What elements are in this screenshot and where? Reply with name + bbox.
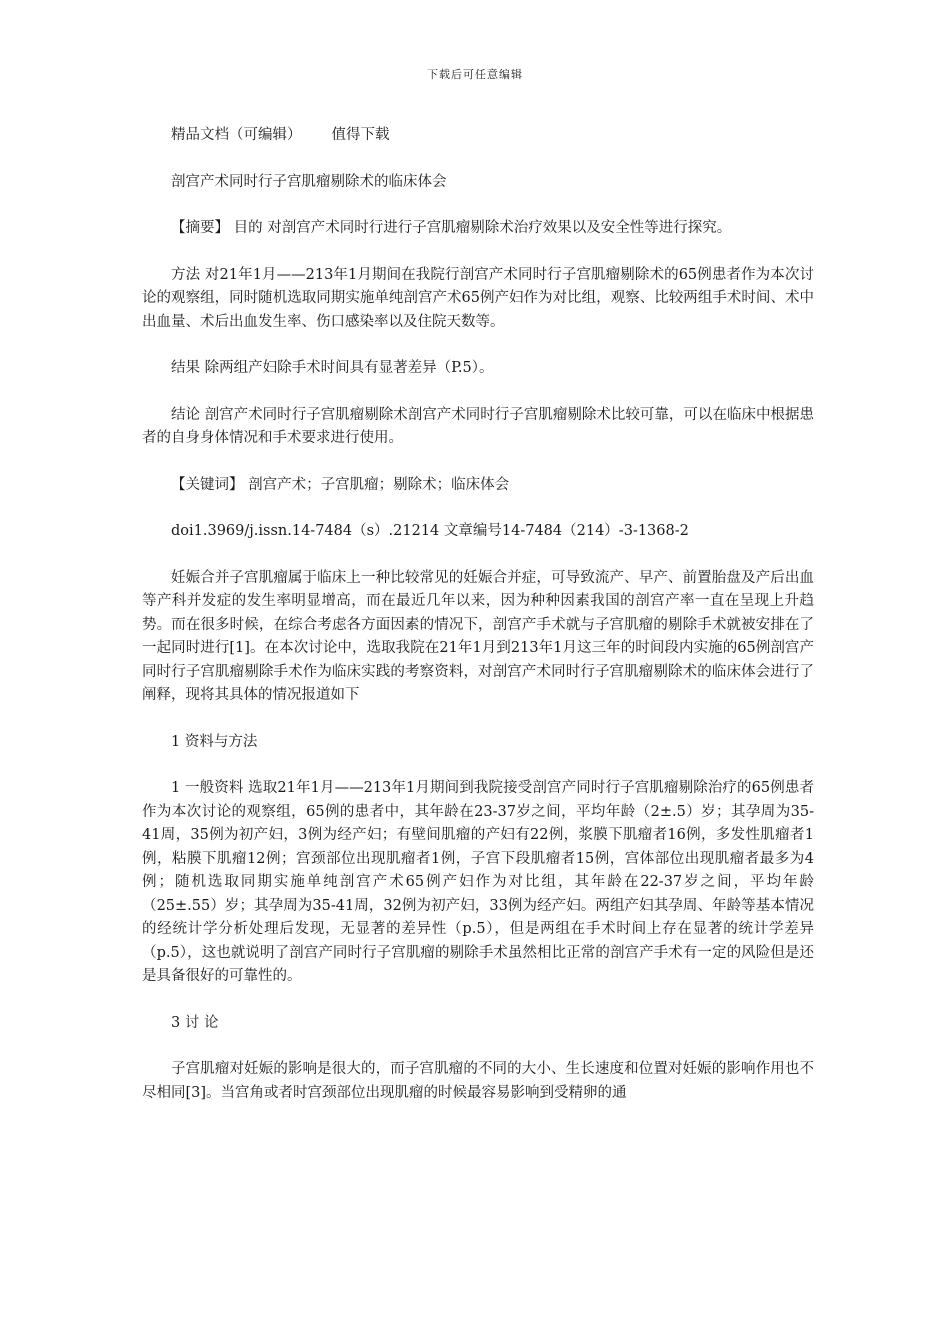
- doi-line: doi1.3969/j.issn.14-7484（s）.21214 文章编号14-7484（214）-3-1368-2: [171, 523, 689, 539]
- intro-paragraph: 妊娠合并子宫肌瘤属于临床上一种比较常见的妊娠合并症，可导致流产、早产、前置胎盘及产后出血等产科并发症的发生率明显增高，而在最近几年以来，因为种种因素我国的剖宫产率一直在呈现上升趋势。而在很多时候，在综合考虑各方面因素的情况下，剖宫产手术就与子宫肌瘤的剔除手术就被安排在了一起同时进行[1]。在本次讨论中，选取我院在21年1月到213年1月这三年的时间段内实施的65例剖宫产同时行子宫肌瘤剔除手术作为临床实践的考察资料，对剖宫产术同时行子宫肌瘤剔除术的临床体会进行了阐释，现将其具体的情况报道如下: [142, 569, 814, 703]
- page-header: 下载后可任意编辑: [427, 68, 523, 81]
- general-data-paragraph: 1 一般资料 选取21年1月——213年1月期间到我院接受剖宫产同时行子宫肌瘤剔除治疗的65例患者作为本次讨论的观察组，65例的患者中，其年龄在23-37岁之间，平均年龄（2±.5）岁；其孕周为35-41周，35例为初产妇，3例为经产妇；有壁间肌瘤的产妇有22例，浆膜下肌瘤者16例，多发性肌瘤者1例，粘膜下肌瘤12例；宫颈部位出现肌瘤者1例，子宫下段肌瘤者15例，宫体部位出现肌瘤者最多为4例；随机选取同期实施单纯剖宫产术65例产妇作为对比组，其年龄在22-37岁之间，平均年龄（25±.55）岁；其孕周为35-41周，32例为初产妇，33例为经产妇。两组产妇其孕周、年龄等基本情况的经统计学分析处理后发现，无显著的差异性（p.5），但是两组在手术时间上存在显著的统计学差异（p.5），这也就说明了剖宫产同时行子宫肌瘤的剔除手术虽然相比正常的剖宫产手术有一定的风险但是还是具备很好的可靠性的。: [142, 780, 814, 984]
- discussion-paragraph: 子宫肌瘤对妊娠的影响是很大的，而子宫肌瘤的不同的大小、生长速度和位置对妊娠的影响作用也不尽相同[3]。当宫角或者时宫颈部位出现肌瘤的时候最容易影响到受精卵的通: [142, 1061, 814, 1101]
- keywords-paragraph: 【关键词】 剖宫产术；子宫肌瘤；剔除术；临床体会: [171, 476, 510, 493]
- conclusion-paragraph: 结论 剖宫产术同时行子宫肌瘤剔除术剖宫产术同时行子宫肌瘤剔除术比较可靠，可以在临床中根据患者的自身身体情况和手术要求进行使用。: [142, 406, 814, 446]
- document-body: [142, 124, 814, 1105]
- methods-paragraph: 方法 对21年1月——213年1月期间在我院行剖宫产术同时行子宫肌瘤剔除术的65例患者作为本次讨论的观察组，同时随机选取同期实施单纯剖宫产术65例产妇作为对比组，观察、比较两组手术时间、术中出血量、术后出血发生率、伤口感染率以及住院天数等。: [142, 266, 814, 330]
- top-line-right: 值得下载: [331, 127, 390, 143]
- section-heading-3: 3 讨 论: [171, 1014, 219, 1031]
- top-line-left: 精品文档（可编辑）: [171, 127, 302, 143]
- section-heading-1: 1 资料与方法: [171, 733, 258, 750]
- abstract-paragraph: 【摘要】 目的 对剖宫产术同时行进行子宫肌瘤剔除术治疗效果以及安全性等进行探究。: [171, 220, 732, 236]
- top-line: [142, 124, 814, 148]
- document-title: 剖宫产术同时行子宫肌瘤剔除术的临床体会: [171, 173, 447, 190]
- results-paragraph: 结果 除两组产妇除手术时间具有显著差异（P.5）。: [171, 360, 494, 376]
